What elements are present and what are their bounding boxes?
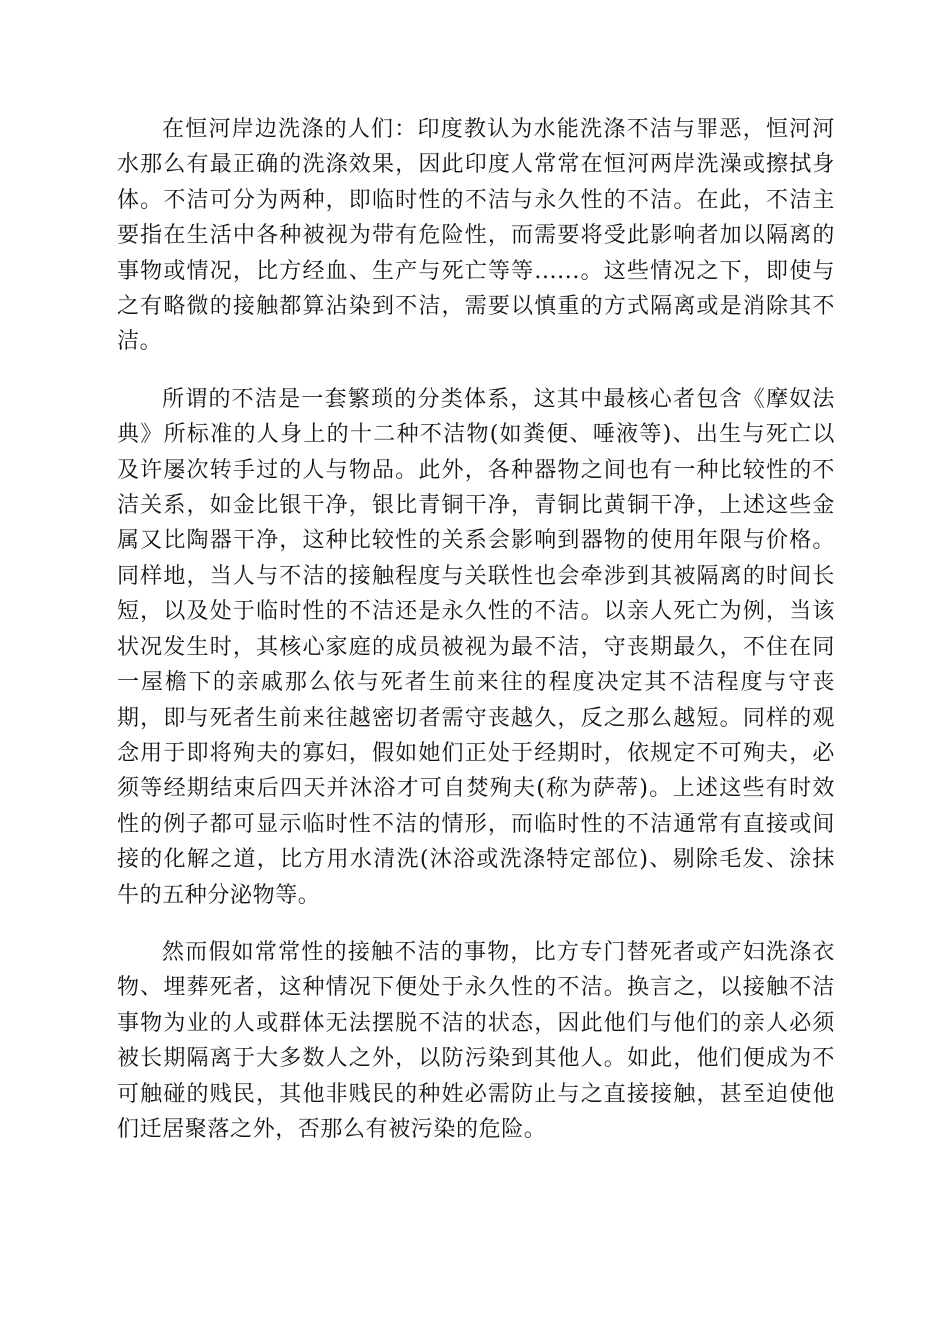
document-page <box>117 112 835 1169</box>
paragraph-ganges-bathing: 在恒河岸边洗涤的人们：印度教认为水能洗涤不洁与罪恶，恒河河水那么有最正确的洗涤效果，因此印度人常常在恒河两岸洗澡或擦拭身体。不洁可分为两种，即临时性的不洁与永久性的不洁。在此，不洁主要指在生活中各种被视为带有危险性，而需要将受此影响者加以隔离的事物或情况，比方经血、生产与死亡等等......。这些情况之下，即使与之有略微的接触都算沾染到不洁，需要以慎重的方式隔离或是消除其不洁。 <box>117 117 835 355</box>
paragraph-impurity-classification: 所谓的不洁是一套繁琐的分类体系，这其中最核心者包含《摩奴法典》所标准的人身上的十二种不洁物(如粪便、唾液等)、出生与死亡以及许屡次转手过的人与物品。此外，各种器物之间也有一种比较性的不洁关系，如金比银干净，银比青铜干净，青铜比黄铜干净，上述这些金属又比陶器干净，这种比较性的关系会影响到器物的使用年限与价格。同样地，当人与不洁的接触程度与关联性也会牵涉到其被隔离的时间长短，以及处于临时性的不洁还是永久性的不洁。以亲人死亡为例，当该状况发生时，其核心家庭的成员被视为最不洁，守丧期最久，不住在同一屋檐下的亲戚那么依与死者生前来往的程度决定其不洁程度与守丧期，即与死者生前来往越密切者需守丧越久，反之那么越短。同样的观念用于即将殉夫的寡妇，假如她们正处于经期时，依规定不可殉夫，必须等经期结束后四天并沐浴才可自焚殉夫(称为萨蒂)。上述这些有时效性的例子都可显示临时性不洁的情形，而临时性的不洁通常有直接或间接的化解之道，比方用水清洗(沐浴或洗涤特定部位)、剔除毛发、涂抹牛的五种分泌物等。 <box>117 386 835 908</box>
paragraph-permanent-impurity: 然而假如常常性的接触不洁的事物，比方专门替死者或产妇洗涤衣物、埋葬死者，这种情况下便处于永久性的不洁。换言之，以接触不洁事物为业的人或群体无法摆脱不洁的状态，因此他们与他们的亲人必须被长期隔离于大多数人之外，以防污染到其他人。如此，他们便成为不可触碰的贱民，其他非贱民的种姓必需防止与之直接接触，甚至迫使他们迁居聚落之外，否那么有被污染的危险。 <box>117 939 835 1142</box>
